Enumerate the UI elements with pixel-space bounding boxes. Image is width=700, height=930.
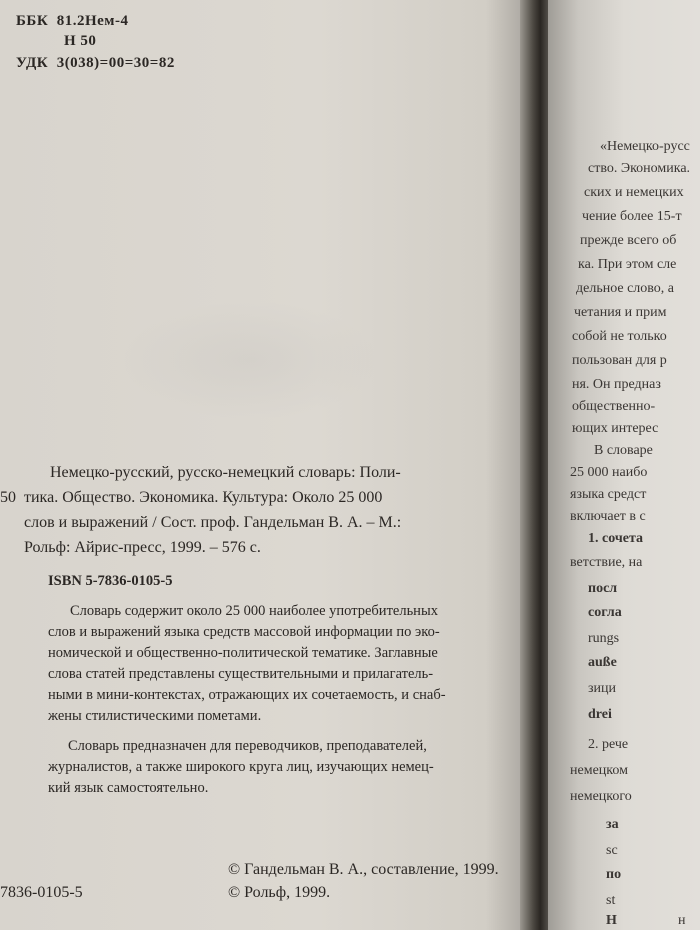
right-line: 25 000 наибо: [570, 465, 648, 480]
annotation-line-3: номической и общественно-политической тематике. Заглавные: [48, 645, 438, 661]
right-line: зици: [588, 681, 617, 696]
right-line: ка. При этом сле: [578, 257, 677, 272]
right-line: за: [606, 817, 619, 832]
right-line: 1. сочета: [588, 531, 644, 546]
show-through-shadow: [120, 300, 380, 420]
isbn: ISBN 5-7836-0105-5: [48, 573, 173, 589]
right-line: четания и прим: [574, 305, 667, 320]
right-line: 2. рече: [588, 737, 629, 752]
right-line: н: [678, 913, 686, 928]
right-line: чение более 15-т: [582, 209, 682, 224]
right-line: посл: [588, 581, 618, 596]
right-line: включает в с: [570, 509, 646, 524]
right-line: ство. Экономика.: [588, 161, 691, 176]
right-line: auße: [588, 655, 617, 670]
right-line: sc: [606, 843, 618, 858]
annotation-line-5: ными в мини-контекстах, отражающих их сочетаемость, и снаб-: [48, 687, 446, 703]
right-line: языка средст: [570, 487, 647, 502]
right-line: пользован для р: [572, 353, 667, 368]
right-line: rungs: [588, 631, 620, 646]
margin-mark: 50: [0, 489, 16, 506]
right-line: общественно-: [572, 399, 656, 414]
bibliography-line-2: тика. Общество. Экономика. Культура: Около 25 000: [24, 489, 383, 506]
right-line: ня. Он предназ: [572, 377, 661, 392]
right-line: drei: [588, 707, 612, 722]
right-line: В словаре: [594, 443, 653, 458]
right-line: согла: [588, 605, 622, 620]
right-line: ющих интерес: [572, 421, 659, 436]
right-line: немецком: [570, 763, 628, 778]
annotation-line-7: Словарь предназначен для переводчиков, преподавателей,: [68, 738, 427, 754]
annotation-line-2: слов и выражений языка средств массовой информации по эко-: [48, 624, 440, 640]
annotation-line-6: жены стилистическими пометами.: [48, 708, 262, 724]
right-line: по: [606, 867, 622, 882]
bibliography-line-4: Рольф: Айрис-пресс, 1999. – 576 с.: [24, 539, 261, 556]
right-line: прежде всего об: [580, 233, 677, 248]
annotation-line-9: кий язык самостоятельно.: [48, 780, 209, 796]
bibliography-line-3: слов и выражений / Сост. проф. Гандельман В. А. – М.:: [24, 514, 402, 531]
right-line: дельное слово, а: [576, 281, 675, 296]
right-line: Н: [606, 913, 617, 928]
copyright-publisher: © Рольф, 1999.: [228, 884, 331, 901]
author-sign: Н 50: [64, 33, 97, 49]
right-line: st: [606, 893, 616, 908]
annotation-line-1: Словарь содержит около 25 000 наиболее употребительных: [70, 603, 438, 619]
bbk-code: ББК 81.2Нем-4: [16, 13, 129, 29]
udk-code: УДК 3(038)=00=30=82: [16, 55, 175, 71]
right-line: «Немецко-русс: [600, 139, 690, 154]
annotation-line-4: слова статей представлены существительными и прилагатель-: [48, 666, 434, 682]
right-page: [548, 0, 700, 930]
annotation-line-8: журналистов, а также широкого круга лиц, изучающих немец-: [48, 759, 434, 775]
copyright-compiler: © Гандельман В. А., составление, 1999.: [228, 861, 499, 878]
right-line: собой не только: [572, 329, 667, 344]
right-line: ских и немецких: [584, 185, 684, 200]
footer-isbn: 7836-0105-5: [0, 884, 83, 901]
right-line: ветствие, на: [570, 555, 643, 570]
right-line: немецкого: [570, 789, 632, 804]
bibliography-line-1: Немецко-русский, русско-немецкий словарь: Поли-: [50, 464, 401, 481]
